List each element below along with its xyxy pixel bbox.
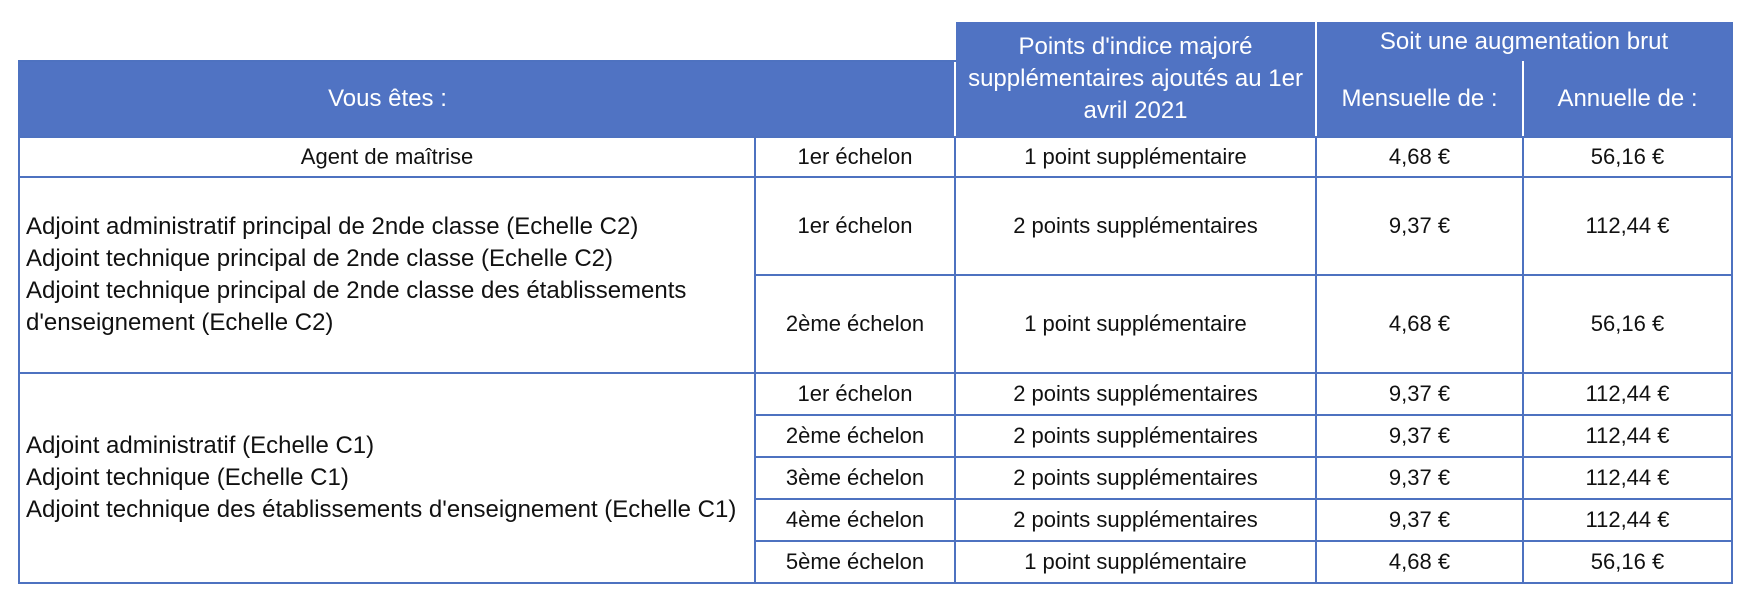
grade-label: Adjoint technique des établissements d'enseignement (Echelle C1) [26, 496, 737, 523]
header-annuelle: Annuelle de : [1523, 61, 1732, 137]
points-cell: 2 points supplémentaires [955, 457, 1316, 499]
annuelle-cell: 112,44 € [1523, 415, 1732, 457]
grade-label: Adjoint technique (Echelle C1) [26, 464, 349, 491]
header-augmentation-brut: Soit une augmentation brut [1316, 22, 1732, 61]
grade-label: Adjoint administratif (Echelle C1) [26, 432, 375, 459]
points-cell: 2 points supplémentaires [955, 415, 1316, 457]
table-row [19, 177, 1732, 275]
grade-label: Adjoint technique principal de 2nde classe des établissements d'enseignement (Echelle C2) [26, 277, 687, 336]
echelon-cell: 5ème échelon [755, 541, 955, 583]
points-cell: 1 point supplémentaire [955, 275, 1316, 373]
points-cell: 2 points supplémentaires [955, 499, 1316, 541]
table-row [19, 137, 1732, 177]
table-row [19, 373, 1732, 415]
points-cell: 1 point supplémentaire [955, 541, 1316, 583]
salary-increase-table [18, 22, 1733, 584]
mensuelle-cell: 4,68 € [1316, 275, 1523, 373]
annuelle-cell: 56,16 € [1523, 541, 1732, 583]
annuelle-cell: 112,44 € [1523, 457, 1732, 499]
echelon-cell: 2ème échelon [755, 415, 955, 457]
mensuelle-cell: 9,37 € [1316, 177, 1523, 275]
header-vous-etes: Vous êtes : [19, 61, 755, 137]
annuelle-cell: 112,44 € [1523, 177, 1732, 275]
echelon-cell: 2ème échelon [755, 275, 955, 373]
mensuelle-cell: 9,37 € [1316, 415, 1523, 457]
echelon-cell: 3ème échelon [755, 457, 955, 499]
mensuelle-cell: 9,37 € [1316, 499, 1523, 541]
grade-cell [19, 373, 755, 583]
points-cell: 2 points supplémentaires [955, 177, 1316, 275]
echelon-cell: 1er échelon [755, 373, 955, 415]
mensuelle-cell: 9,37 € [1316, 457, 1523, 499]
echelon-cell: 4ème échelon [755, 499, 955, 541]
annuelle-cell: 56,16 € [1523, 137, 1732, 177]
annuelle-cell: 56,16 € [1523, 275, 1732, 373]
annuelle-cell: 112,44 € [1523, 373, 1732, 415]
grade-label: Adjoint technique principal de 2nde classe (Echelle C2) [26, 245, 614, 272]
grade-cell [19, 137, 755, 177]
header-echelon-empty [755, 61, 955, 137]
annuelle-cell: 112,44 € [1523, 499, 1732, 541]
mensuelle-cell: 4,68 € [1316, 541, 1523, 583]
echelon-cell: 1er échelon [755, 137, 955, 177]
grade-cell [19, 177, 755, 373]
points-cell: 2 points supplémentaires [955, 373, 1316, 415]
mensuelle-cell: 9,37 € [1316, 373, 1523, 415]
grade-label: Adjoint administratif principal de 2nde classe (Echelle C2) [26, 213, 639, 240]
grade-label: Agent de maîtrise [300, 144, 474, 169]
points-cell: 1 point supplémentaire [955, 137, 1316, 177]
header-blank-area [19, 22, 955, 61]
header-mensuelle: Mensuelle de : [1316, 61, 1523, 137]
echelon-cell: 1er échelon [755, 177, 955, 275]
header-points-indice: Points d'indice majoré supplémentaires ajoutés au 1er avril 2021 [955, 22, 1316, 137]
mensuelle-cell: 4,68 € [1316, 137, 1523, 177]
